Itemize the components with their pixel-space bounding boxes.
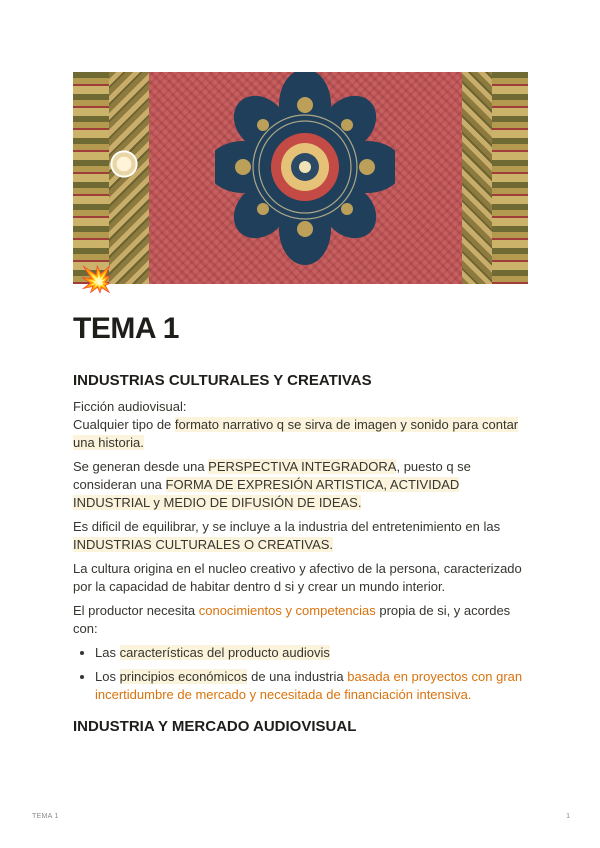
bullet2-highlight: principios económicos (119, 669, 248, 684)
bullet2-text-a: Los (95, 669, 120, 684)
forma-expresion-highlight: FORMA DE EXPRESIÓN ARTISTICA, ACTIVIDAD INDUSTRIAL y MEDIO DE DIFUSIÓN DE IDEAS. (73, 477, 460, 510)
productor-text-b: propia de si, y acordes con: (73, 603, 511, 636)
ficcion-highlight: formato narrativo q se sirva de imagen y sonido para contar una historia. (73, 417, 519, 450)
carpet-border-right (492, 72, 528, 284)
ficcion-label: Ficción audiovisual: (73, 399, 187, 414)
paragraph-ficcion (73, 398, 528, 452)
list-item (95, 668, 528, 704)
paragraph-productor (73, 602, 528, 638)
conocimientos-orange: conocimientos y competencias (198, 603, 376, 618)
bullet2-orange: basada en proyectos con gran incertidumbre de mercado y necesitada de financiación intensiva. (95, 669, 523, 702)
page-number: 1 (566, 813, 570, 820)
carpet-sun-motif (107, 147, 141, 181)
paragraph-cultura: La cultura origina en el nucleo creativo y afectivo de la persona, caracterizado por la capacidad de habitar dentro d si y crear un mundo interior. (73, 561, 522, 594)
footer-title: TEMA 1 (32, 813, 59, 820)
carpet-medallion (215, 72, 395, 282)
page-title: TEMA 1 (73, 312, 179, 345)
cover-image (73, 72, 528, 284)
section-heading-industrias: INDUSTRIAS CULTURALES Y CREATIVAS (73, 372, 372, 389)
section-heading-mercado: INDUSTRIA Y MERCADO AUDIOVISUAL (73, 718, 357, 735)
perspectiva-text-a: Se generan desde una (73, 459, 209, 474)
paragraph-equilibrar (73, 518, 528, 554)
ficcion-text: Cualquier tipo de (73, 417, 175, 432)
carpet-border-left (73, 72, 109, 284)
bullet1-text: Las (95, 645, 120, 660)
bullet-list (73, 644, 528, 704)
perspectiva-text-b: , puesto q se consideran una (73, 459, 471, 492)
equilibrar-text: Es dificil de equilibrar, y se incluye a la industria del entretenimiento en las (73, 519, 501, 534)
paragraph-perspectiva (73, 458, 528, 512)
perspectiva-highlight: PERSPECTIVA INTEGRADORA (208, 459, 397, 474)
page-content (73, 372, 528, 736)
industrias-culturales-highlight: INDUSTRIAS CULTURALES O CREATIVAS. (73, 537, 334, 552)
list-item (95, 644, 528, 662)
bullet1-highlight: características del producto audiovis (119, 645, 330, 660)
bullet2-text-b: de una industria (247, 669, 348, 684)
carpet-band-right (462, 72, 492, 284)
productor-text-a: El productor necesita (73, 603, 199, 618)
collision-icon: 💥 (80, 264, 113, 294)
